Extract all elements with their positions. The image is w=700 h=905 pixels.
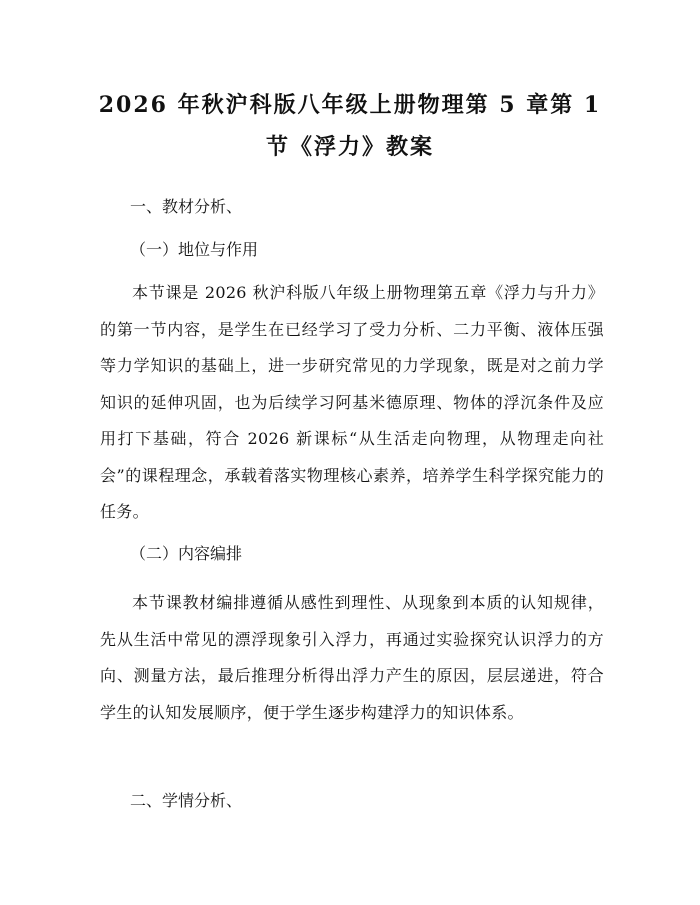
paragraph-content-arrangement: 本节课教材编排遵循从感性到理性、从现象到本质的认知规律，先从生活中常见的漂浮现象引入浮力，再通过实验探究认识浮力的方向、测量方法，最后推理分析得出浮力产生的原因，层层递进，符合学生的认知发展顺序，便于学生逐步构建浮力的知识体系。 <box>100 593 604 722</box>
paragraph-position-and-role: 本节课是 2026 秋沪科版八年级上册物理第五章《浮力与升力》的第一节内容，是学生在已经学习了受力分析、二力平衡、液体压强等力学知识的基础上，进一步研究常见的力学现象，既是对之前力学知识的延伸巩固，也为后续学习阿基米德原理、物体的浮沉条件及应用打下基础，符合 2026 新课标“从生活走向物理，从物理走向社会”的课程理念，承载着落实物理核心素养，培养学生科学探究能力的任务。 <box>100 283 604 521</box>
section-1-heading: 一、教材分析、 <box>130 197 243 216</box>
subsection-1-heading: （一）地位与作用 <box>130 240 259 259</box>
subsection-2-heading: （二）内容编排 <box>130 544 243 563</box>
document-title-line-1: 2026 年秋沪科版八年级上册物理第 5 章第 1 <box>98 92 602 118</box>
document-title-line-2: 节《浮力》教案 <box>265 134 434 160</box>
section-2-heading: 二、学情分析、 <box>130 791 243 810</box>
